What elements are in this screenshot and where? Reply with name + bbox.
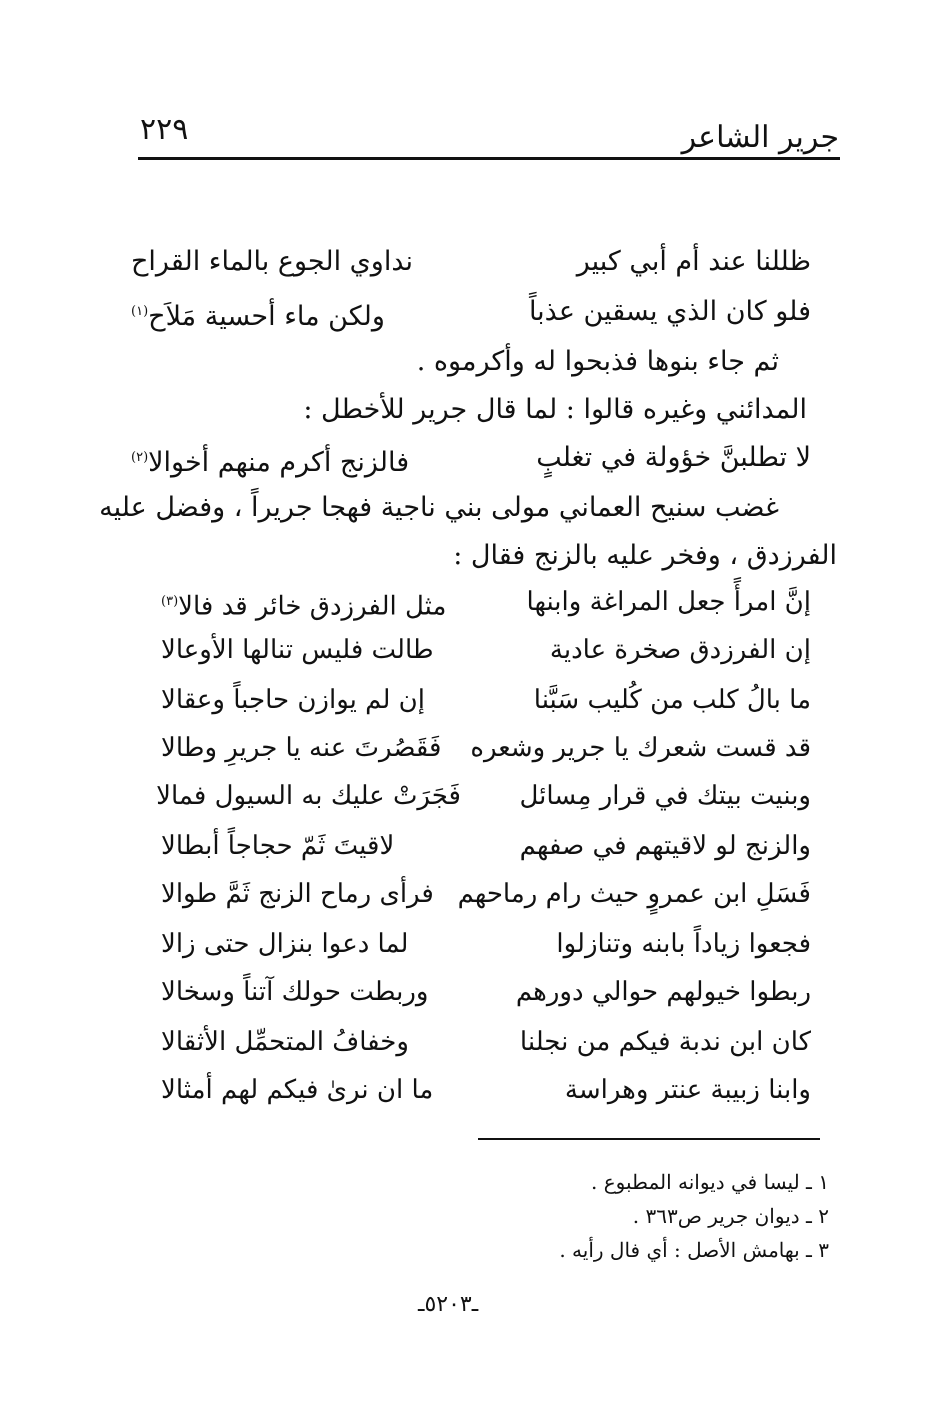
verse-row	[131, 1068, 811, 1112]
hemistich-right: لا تطلبنَّ خؤولة في تغلبٍ	[536, 442, 811, 473]
footnote-3: ٣ ـ بهامش الأصل : أي فال رأيه .	[559, 1238, 829, 1262]
hemistich-right: ما بالُ كلب من كُليب سَبَّنا	[533, 685, 811, 715]
hemistich-text: فرأى رماح الزنج ثَمَّ طوالا	[161, 879, 434, 909]
hemistich-left	[161, 824, 461, 868]
verse-row	[131, 726, 811, 770]
footnote-marker: (٢)	[131, 450, 149, 465]
hemistich-text: فَقَصُرتَ عنه يا جريرِ وطالا	[161, 733, 442, 763]
hemistich-text: ما ان نرىٰ فيكم لهم أمثالا	[161, 1075, 434, 1105]
hemistich-right: قد قست شعرك يا جرير وشعره	[470, 733, 811, 763]
hemistich-right: فجعوا زياداً بابنه وتنازلوا	[556, 929, 811, 959]
hemistich-text: طالت فليس تنالها الأوعالا	[161, 635, 434, 665]
hemistich-right: والزنج لو لاقيتهم في صفهم	[519, 831, 811, 861]
verse-row	[131, 678, 811, 722]
hemistich-text: ولكن ماء أحسية مَلاَح	[148, 301, 385, 332]
hemistich-left	[161, 580, 461, 629]
verse-row	[131, 580, 811, 624]
hemistich-right: ظللنا عند أم أبي كبير	[576, 246, 811, 277]
hemistich-text: مثل الفرزدق خائر قد فالا	[178, 591, 447, 622]
hemistich-text: وربطت حولك آتناً وسخالا	[161, 977, 429, 1007]
page-number: ٢٢٩	[140, 112, 189, 147]
verse-row	[131, 872, 811, 916]
hemistich-right: فلو كان الذي يسقين عذباً	[528, 296, 811, 327]
running-title: جرير الشاعر	[681, 120, 839, 155]
hemistich-text: فَجَرَتْ عليك به السيول فمالا	[156, 781, 461, 811]
footnote-2: ٢ ـ ديوان جرير ص٣٦٣ .	[632, 1204, 829, 1228]
verse-row	[131, 1020, 811, 1064]
hemistich-left	[161, 970, 461, 1014]
hemistich-left	[161, 872, 461, 916]
footnote-marker: (١)	[131, 304, 149, 319]
prose-line: غضب سنيح العماني مولى بني ناجية فهجا جريراً ، وفضل عليه	[99, 492, 779, 523]
prose-line: الفرزدق ، وفخر عليه بالزنج فقال :	[453, 540, 837, 571]
hemistich-right: فَسَلِ ابن عمروٍ حيث رام رماحهم	[457, 879, 811, 909]
footnote-rule	[478, 1138, 820, 1140]
hemistich-left	[156, 774, 461, 818]
hemistich-left	[161, 628, 461, 672]
verse-row	[131, 922, 811, 966]
verse-row	[131, 774, 811, 818]
footnote-marker: (٣)	[161, 594, 179, 609]
hemistich-right: كان ابن ندبة فيكم من نجلنا	[519, 1027, 811, 1057]
hemistich-left	[161, 678, 461, 722]
hemistich-left: نداوي الجوع بالماء القراح	[131, 246, 414, 277]
couplet-3	[131, 438, 811, 478]
prose-line: ثم جاء بنوها فذبحوا له وأكرموه .	[416, 346, 779, 377]
hemistich-text: لما دعوا بنزال حتى زالا	[161, 929, 409, 959]
hemistich-text: إن لم يوازن حاجباً وعقالا	[161, 685, 425, 715]
hemistich-right: وبنيت بيتك في قرار مِسائل	[519, 781, 811, 811]
hemistich-left	[161, 726, 461, 770]
verse-row	[131, 824, 811, 868]
header-rule	[138, 157, 840, 160]
footnote-1: ١ ـ ليسا في ديوانه المطبوع .	[591, 1170, 829, 1194]
hemistich-left	[131, 438, 461, 483]
hemistich-right: وابنا زبيبة عنتر وهراسة	[564, 1075, 811, 1105]
folio-number: ـ٥٢٠٣ـ	[418, 1292, 479, 1317]
hemistich-left	[161, 922, 461, 966]
hemistich-text: فالزنج أكرم منهم أخوالا	[148, 447, 410, 478]
hemistich-text: وخفافُ المتحمِّل الأثقالا	[161, 1027, 409, 1057]
couplet-2	[131, 292, 811, 332]
hemistich-left	[131, 292, 461, 337]
hemistich-left	[161, 1020, 461, 1064]
prose-line: المدائني وغيره قالوا : لما قال جرير للأخطل :	[303, 394, 807, 425]
hemistich-right: ربطوا خيولهم حوالي دورهم	[515, 977, 811, 1007]
hemistich-left	[161, 1068, 461, 1112]
verse-row	[131, 628, 811, 672]
hemistich-right: إنَّ امرأً جعل المراغة وابنها	[526, 587, 811, 617]
hemistich-right: إن الفرزدق صخرة عادية	[549, 635, 811, 665]
verse-row	[131, 970, 811, 1014]
hemistich-text: لاقيتَ ثَمّ حجاجاً أبطالا	[161, 831, 395, 861]
couplet-1	[131, 242, 811, 282]
